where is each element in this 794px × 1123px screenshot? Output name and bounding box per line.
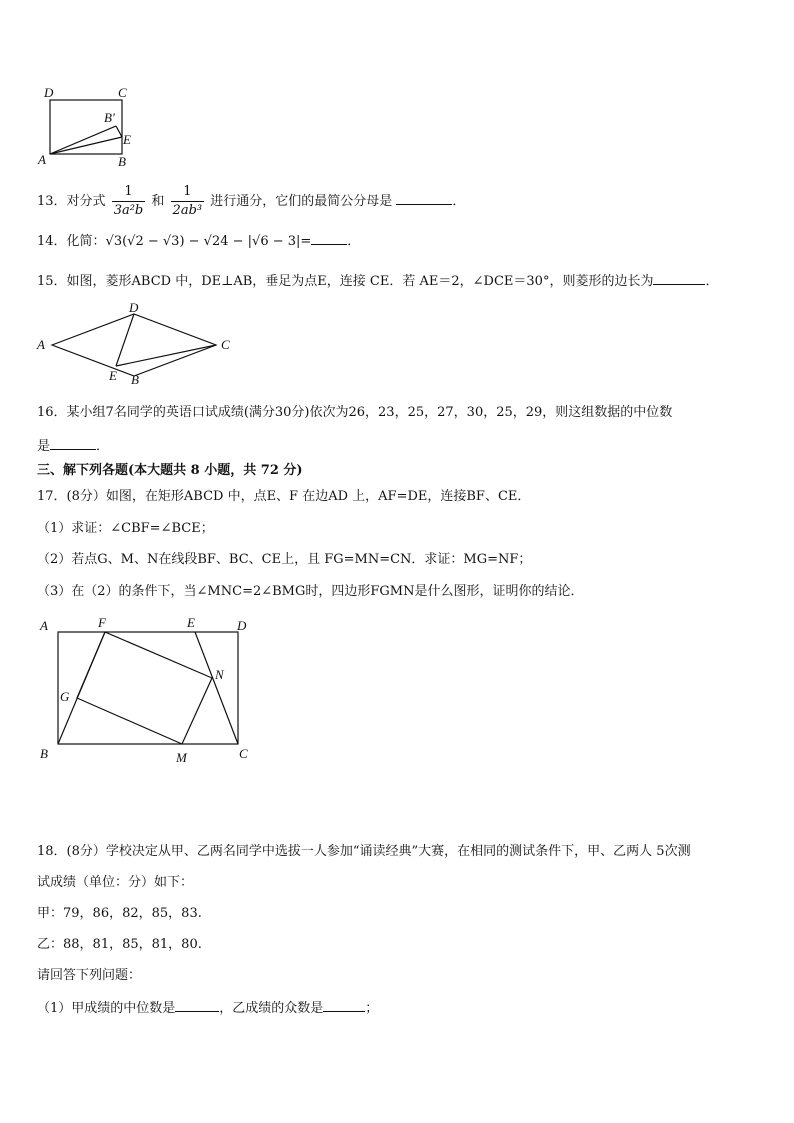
- label-D: D: [237, 618, 247, 633]
- label-C: C: [221, 337, 230, 352]
- label-G: G: [60, 689, 70, 704]
- label-M: M: [176, 750, 187, 765]
- label-E: E: [123, 132, 131, 147]
- label-E: E: [109, 368, 117, 383]
- label-C: C: [239, 746, 248, 761]
- question-14: 14．化简：√3(√2 − √3) − √24 − |√6 − 3|= ．: [37, 234, 361, 249]
- question-13: 13．对分式 $\frac{1}{\text{3a²b}}$ 和 $\frac{1}{\text{2ab³}}$ 进行通分，它们的最简公分母是 ．: [37, 184, 466, 218]
- question-17-stem: 17．(8分）如图，在矩形ABCD 中，点E、F 在边AD 上，AF=DE，连接BF、CE．: [37, 489, 531, 504]
- question-18-line1: 18．(8分）学校决定从甲、乙两名同学中选拔一人参加“诵读经典”大赛，在相同的测试条件下，甲、乙两人 5次测: [37, 844, 691, 859]
- question-18-part1: （1）甲成绩的中位数是 ，乙成绩的众数是 ；: [37, 1001, 379, 1016]
- label-N: N: [215, 667, 224, 682]
- question-17-part2: （2）若点G、M、N在线段BF、BC、CE上，且 FG=MN=CN．求证：MG=NF；: [37, 552, 532, 567]
- question-18-prompt: 请回答下列问题：: [37, 968, 142, 983]
- label-A: A: [37, 337, 45, 352]
- question-15: 15．如图，菱形ABCD 中，DE⊥AB，垂足为点E，连接 CE．若 AE＝2，∠DCE＝30°，则菱形的边长为 ．: [37, 274, 719, 289]
- label-A: A: [40, 618, 48, 633]
- figure-q17: [36, 612, 266, 770]
- label-B: B: [131, 372, 139, 387]
- fraction-2: $\frac{1}{\text{2ab³}}$: [172, 184, 203, 218]
- question-18-line2: 试成绩（单位：分）如下：: [37, 875, 194, 890]
- figure-q12: [36, 84, 146, 168]
- answer-blank[interactable]: [396, 192, 452, 205]
- question-16-line1: 16．某小组7名同学的英语口试成绩(满分30分)依次为26，23，25，27，30，25，29，则这组数据的中位数: [37, 405, 673, 420]
- section-title: 三、解下列各题(本大题共 8 小题，共 72 分): [37, 463, 303, 478]
- answer-blank[interactable]: [50, 437, 96, 450]
- scores-yi: 乙：88，81，85，81，80.: [37, 937, 202, 952]
- question-16-line2: 是 ．: [37, 439, 110, 454]
- answer-blank[interactable]: [175, 999, 219, 1012]
- label-B: B: [118, 154, 126, 168]
- scores-jia: 甲：79，86，82，85，83.: [37, 906, 202, 921]
- answer-blank[interactable]: [653, 272, 705, 285]
- label-A: A: [38, 152, 46, 167]
- answer-blank[interactable]: [311, 232, 347, 245]
- question-17-part1: （1）求证：∠CBF=∠BCE；: [37, 521, 214, 536]
- label-B: B: [40, 746, 48, 761]
- fraction-1: $\frac{1}{\text{3a²b}}$: [113, 184, 144, 218]
- label-D: D: [129, 300, 139, 315]
- figure-q15: [34, 300, 244, 390]
- label-F: F: [98, 615, 106, 630]
- label-Bprime: B′: [104, 110, 115, 125]
- question-17-part3: （3）在（2）的条件下，当∠MNC=2∠BMG时，四边形FGMN是什么图形，证明你的结论．: [37, 584, 584, 599]
- label-E: E: [187, 615, 195, 630]
- label-C: C: [118, 85, 127, 100]
- answer-blank[interactable]: [323, 999, 365, 1012]
- label-D: D: [44, 85, 54, 100]
